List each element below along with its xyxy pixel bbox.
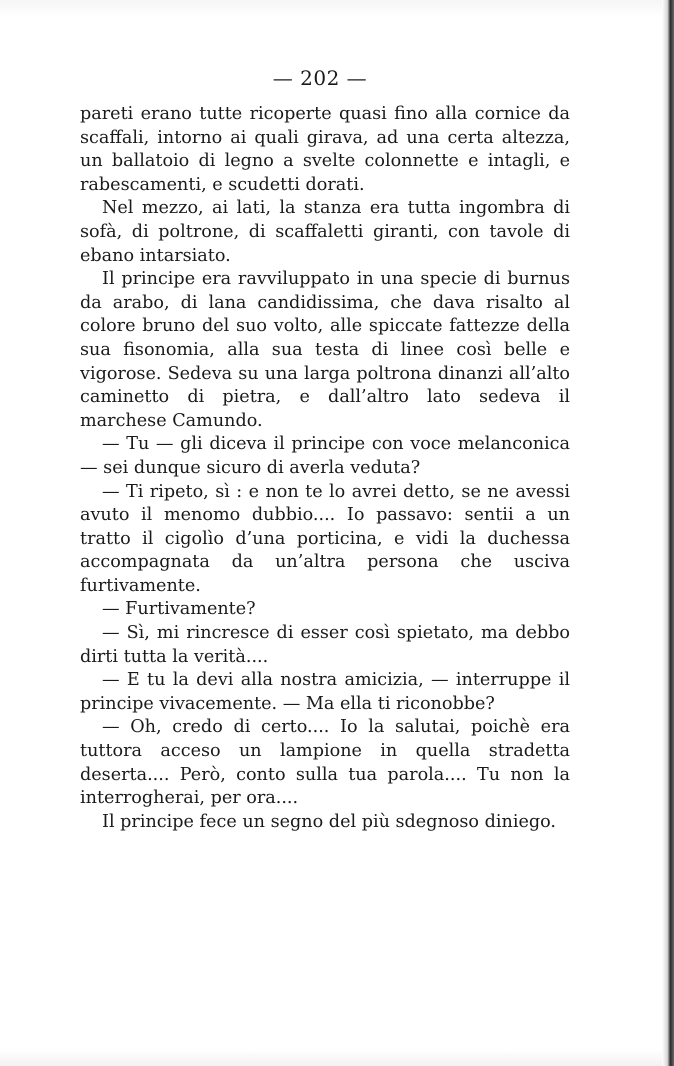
paragraph-continuation: pareti erano tutte ricoperte quasi fino alla cornice da scaffali, intorno ai quali girava, ad una certa altezza, un ballatoio di legno a svelte colonnette e intagli, e rabescamenti, e scudetti dorati. [80, 104, 570, 195]
dialogue-paragraph: — Oh, credo di certo.... Io la salutai, poichè era tuttora acceso un lampione in quella stradetta deserta.... Però, conto sulla tua parola.... Tu non la interrogherai, per ora.... [80, 717, 570, 809]
dialogue-paragraph: — Sì, mi rincresce di esser così spietato, ma debbo dirti tutta la verità.... [80, 623, 570, 667]
paragraph: Il principe fece un segno del più sdegnoso diniego. [102, 811, 557, 832]
body-text [80, 103, 570, 834]
dialogue-paragraph: — Tu — gli diceva il principe con voce melanconica — sei dunque sicuro di averla veduta? [80, 434, 570, 478]
paragraph: Il principe era ravviluppato in una specie di burnus da arabo, di lana candidissima, che dava risalto al colore bruno del suo volto, alle spiccate fattezze della sua fisonomia, alla sua testa di linee così belle e vigorose. Sedeva su una larga poltrona dinanzi all’alto caminetto di pietra, e dall’altro lato sedeva il marchese Camundo. [80, 269, 570, 431]
dialogue-paragraph: — E tu la devi alla nostra amicizia, — interruppe il principe vivacemente. — Ma ella ti riconobbe? [80, 670, 570, 714]
paragraph: Nel mezzo, ai lati, la stanza era tutta ingombra di sofà, di poltrone, di scaffaletti giranti, con tavole di ebano intarsiato. [80, 198, 570, 266]
dialogue-paragraph: — Ti ripeto, sì : e non te lo avrei detto, se ne avessi avuto il menomo dubbio.... Io passavo: sentii a un tratto il cigolìo d’una porticina, e vidi la duchessa accompagnata da un’altra persona che usciva furtivamente. [80, 481, 570, 596]
page-number: — 202 — [272, 66, 368, 90]
page-binding-edge [662, 0, 674, 1066]
dialogue-paragraph: — Furtivamente? [102, 599, 256, 620]
